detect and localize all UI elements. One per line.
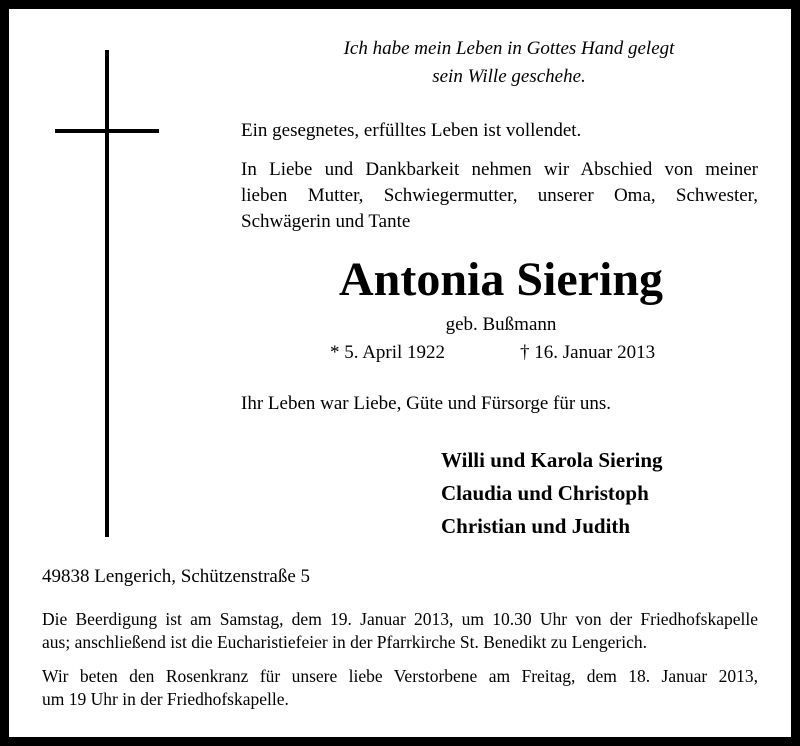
deceased-name: Antonia Siering <box>338 253 664 306</box>
address: 49838 Lengerich, Schützenstraße 5 <box>42 566 311 587</box>
intro-text: Ein gesegnetes, erfülltes Leben ist vollendet. <box>241 120 582 141</box>
farewell-line-1: In Liebe und Dankbarkeit nehmen wir Abschied von meiner <box>241 159 758 180</box>
farewell-line-2: lieben Mutter, Schwiegermutter, unserer Oma, Schwester, <box>241 185 758 206</box>
maiden-name: geb. Bußmann <box>445 314 557 335</box>
birth-date: * 5. April 1922 <box>330 342 446 363</box>
farewell-line-3: Schwägerin und Tante <box>241 211 411 232</box>
cross-icon <box>105 50 109 537</box>
family-member: Willi und Karola Siering <box>441 448 663 472</box>
family-member: Christian und Judith <box>441 514 631 538</box>
tribute-text: Ihr Leben war Liebe, Güte und Fürsorge für uns. <box>241 393 612 414</box>
funeral-line-1: Die Beerdigung ist am Samstag, dem 19. Januar 2013, um 10.30 Uhr von der Friedhofskapelle <box>42 609 758 629</box>
death-date: † 16. Januar 2013 <box>520 342 656 363</box>
rosary-line-2: um 19 Uhr in der Friedhofskapelle. <box>42 689 289 709</box>
funeral-line-2: aus; anschließend ist die Eucharistiefeier in der Pfarrkirche St. Benedikt zu Lengerich. <box>42 632 647 652</box>
motto-line-2: sein Wille geschehe. <box>432 66 586 87</box>
motto-line-1: Ich habe mein Leben in Gottes Hand gelegt <box>343 38 675 59</box>
family-member: Claudia und Christoph <box>441 481 649 505</box>
rosary-line-1: Wir beten den Rosenkranz für unsere liebe Verstorbene am Freitag, dem 18. Januar 2013, <box>42 666 758 686</box>
cross-icon-bar <box>55 129 159 133</box>
